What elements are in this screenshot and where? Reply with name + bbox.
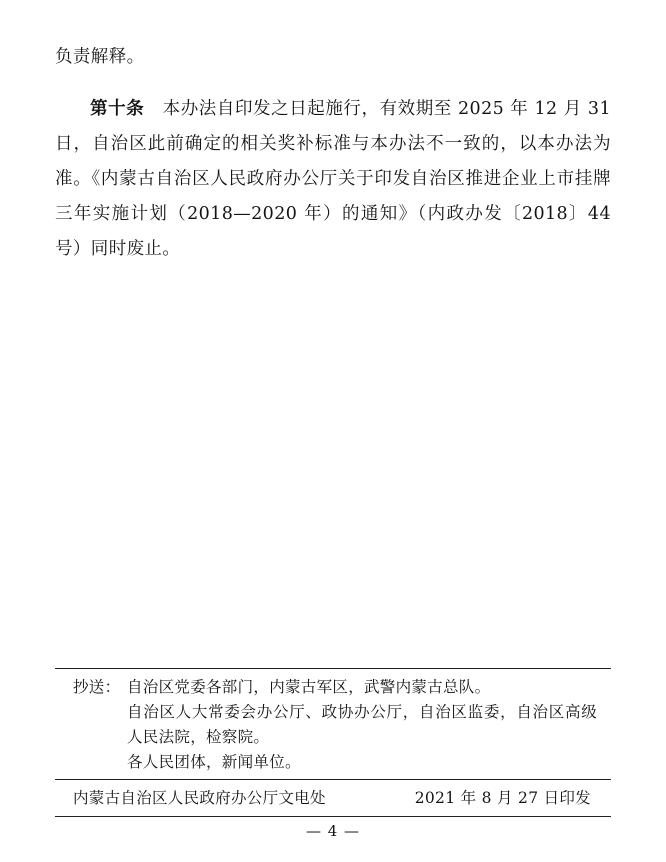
- issuer-row: [55, 780, 611, 816]
- distribution-footer: [55, 668, 611, 817]
- page-number: — 4 —: [305, 822, 361, 840]
- article-heading: 第十条: [90, 99, 145, 119]
- distribution-line: 各人民团体，新闻单位。: [127, 753, 301, 771]
- distribution-row: [55, 700, 611, 750]
- article-spacer: [144, 99, 162, 119]
- distribution-label-spacer: [55, 750, 127, 775]
- paragraph-continuation: 负责解释。: [55, 46, 145, 67]
- article-body-text: 本办法自印发之日起施行，有效期至 2025 年 12 月 31 日，自治区此前确定的相关奖补标准与本办法不一致的，以本办法为准。《内蒙古自治区人民政府办公厅关于印发自治区推进企业上市挂牌三年实施计划（2018—2020 年）的通知》（内政办发〔2018〕44 号）同时废止。: [55, 99, 611, 259]
- distribution-line: 自治区人大常委会办公厅、政协办公厅，自治区监委，自治区高级人民法院，检察院。: [127, 703, 597, 746]
- distribution-label-spacer: [55, 700, 127, 750]
- distribution-line: 自治区党委各部门，内蒙古军区，武警内蒙古总队。: [127, 678, 491, 696]
- document-body: [55, 22, 611, 285]
- distribution-list: [55, 669, 611, 779]
- issue-date: 2021 年 8 月 27 日印发: [414, 789, 591, 807]
- distribution-label: 抄送：: [73, 678, 121, 696]
- distribution-row: [55, 675, 611, 700]
- distribution-row: [55, 750, 611, 775]
- paragraph-article-ten: [55, 92, 611, 267]
- footer-bottom-rule: [55, 816, 611, 817]
- issuing-office: 内蒙古自治区人民政府办公厅文电处: [73, 789, 326, 807]
